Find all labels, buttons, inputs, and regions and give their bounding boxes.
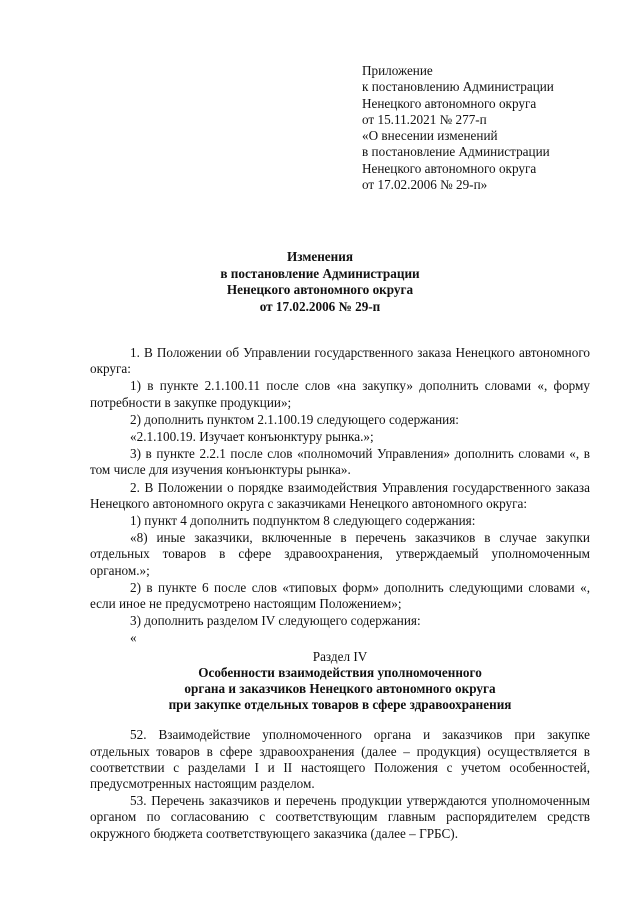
quote-open-mark: « <box>130 630 137 646</box>
paragraph-1-item-1: 1) в пункте 2.1.100.11 после слов «на закупку» дополнить словами «, форму потребности в закупке продукции»; <box>90 378 590 410</box>
title-line: Изменения <box>287 249 353 264</box>
paragraph-1-item-2: 2) дополнить пунктом 2.1.100.19 следующего содержания: <box>130 411 459 427</box>
paragraph-2-item-2: 2) в пункте 6 после слов «типовых форм» дополнить следующими словами «, если иное не предусмотрено настоящим Положением»; <box>90 579 590 612</box>
document-title <box>0 249 640 315</box>
paragraph-2-item-3: 3) дополнить разделом IV следующего содержания: <box>130 613 421 629</box>
section-heading-line: Особенности взаимодействия уполномоченного <box>198 664 482 680</box>
paragraph-2-item-1: 1) пункт 4 дополнить подпунктом 8 следующего содержания: <box>130 513 476 529</box>
paragraph-1-item-3: 3) в пункте 2.2.1 после слов «полномочий Управления» дополнить словами «, в том числе для изучения конъюнктуры рынка». <box>90 446 590 478</box>
document-body <box>90 345 590 843</box>
title-line: Ненецкого автономного округа <box>226 282 414 297</box>
title-line: в постановление Администрации <box>220 265 420 281</box>
paragraph-1-item-2-quote: «2.1.100.19. Изучает конъюнктуру рынка.»; <box>130 429 374 445</box>
appendix-line: «О внесении изменений <box>362 128 498 144</box>
appendix-line: Приложение <box>362 63 433 78</box>
section-heading-line: при закупке отдельных товаров в сфере здравоохранения <box>168 697 512 713</box>
section-title: Раздел IV <box>312 648 368 664</box>
paragraph-1: 1. В Положении об Управлении государственного заказа Ненецкого автономного округа: <box>90 345 590 377</box>
paragraph-2-item-1-quote: «8) иные заказчики, включенные в перечень заказчиков в случае закупки отдельных товаров в сфере здравоохранения, утверждаемый уполномоченным органом.»; <box>90 530 590 578</box>
appendix-line: от 15.11.2021 № 277-п <box>362 111 487 127</box>
paragraph-52: 52. Взаимодействие уполномоченного органа и заказчиков при закупке отдельных товаров в сфере здравоохранения (далее – продукция) осуществляется в соответствии с разделами I и II настоящего Положения с учетом особенностей, предусмотренных настоящим разделом. <box>90 727 590 792</box>
section-heading <box>90 665 590 714</box>
appendix-line: Ненецкого автономного округа <box>362 95 537 111</box>
paragraph-2: 2. В Положении о порядке взаимодействия Управления государственного заказа Ненецкого автономного округа с заказчиками Ненецкого автономного округа: <box>90 479 590 511</box>
appendix-line: от 17.02.2006 № 29-п» <box>362 177 488 193</box>
appendix-line: в постановление Администрации <box>362 144 550 160</box>
title-line: от 17.02.2006 № 29-п <box>259 298 381 314</box>
appendix-line: к постановлению Администрации <box>362 79 554 95</box>
section-heading-line: органа и заказчиков Ненецкого автономного округа <box>184 681 496 697</box>
appendix-block <box>362 63 622 193</box>
paragraph-53: 53. Перечень заказчиков и перечень продукции утверждаются уполномоченным органом по согласованию с соответствующим главным распорядителем средств окружного бюджета соответствующего заказчика (далее – ГРБС). <box>90 793 590 841</box>
appendix-line: Ненецкого автономного округа <box>362 160 537 176</box>
